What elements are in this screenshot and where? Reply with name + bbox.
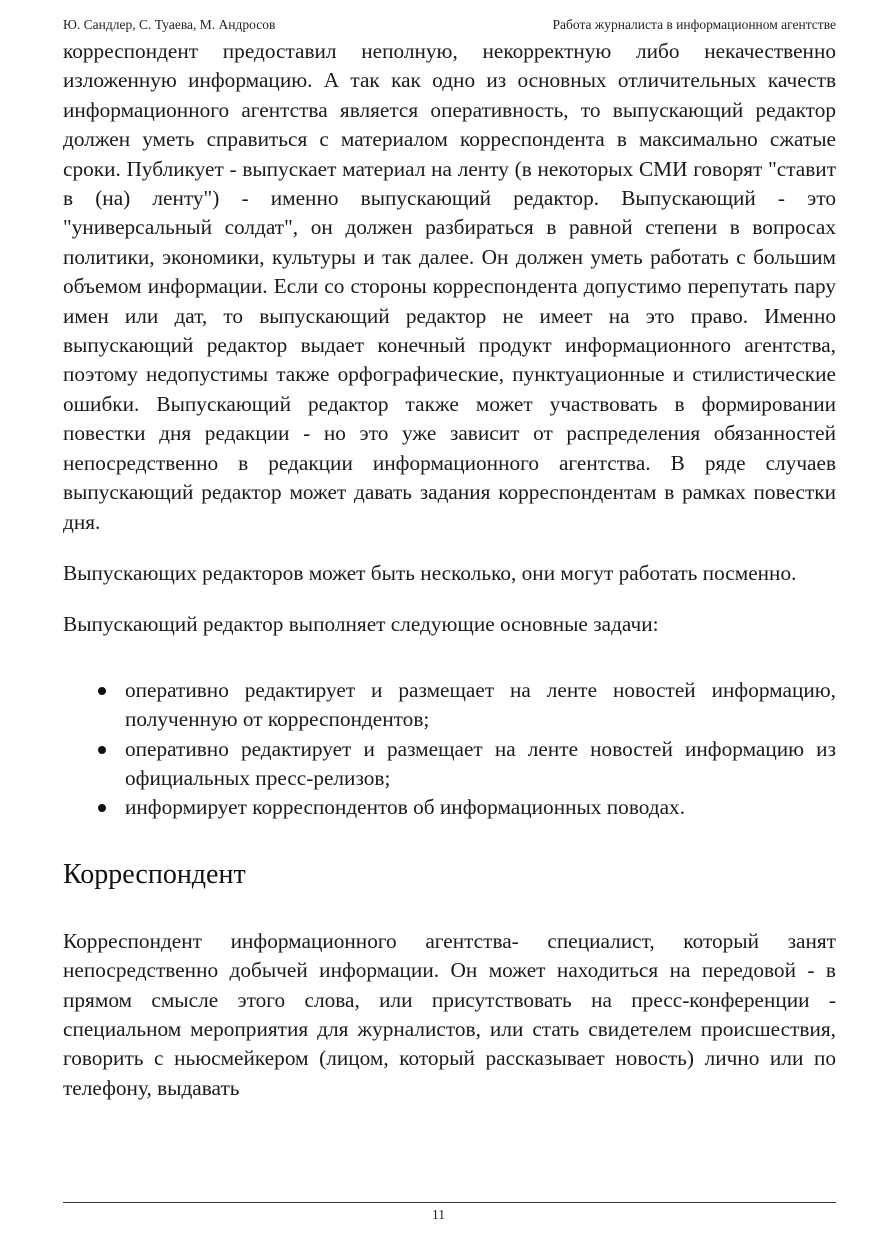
bullet-icon [98,746,106,754]
tasks-list [63,676,836,823]
footer-divider [63,1202,836,1203]
paragraph-several-editors: Выпускающих редакторов может быть несколько, они могут работать посменно. [63,560,797,585]
paragraph-correspondent: Корреспондент информационного агентства- специалист, который занят непосредственно добычей информации. Он может находиться на передовой - в прямом смысле этого слова, или присутствовать на пресс-конференции - специальном мероприятия для журналистов, или стать свидетелем происшествия, говорить с ньюсмейкером (лицом, который рассказывает новость) лично или по телефону, выдавать [63,928,836,1100]
page-number: 11 [432,1207,445,1222]
list-item [63,676,836,735]
list-item [63,735,836,794]
list-item-text: информирует корреспондентов об информационных поводах. [125,795,686,820]
list-item [63,793,836,822]
header-book-title: Работа журналиста в информационном агентстве [552,17,836,32]
paragraph-tasks-intro: Выпускающий редактор выполняет следующие основные задачи: [63,612,659,637]
bullet-icon [98,804,106,812]
running-header [63,16,836,34]
paragraph-continuation: корреспондент предоставил неполную, некорректную либо некачественно изложенную информацию. А так как одно из основных отличительных качеств информационного агентства является оперативность, то выпускающий редактор должен уметь справиться с материалом корреспондента в максимально сжатые сроки. Публикует - выпускает материал на ленту (в некоторых СМИ говорят "ставит в (на) ленту") - именно выпускающий редактор. Выпускающий - это "универсальный солдат", он должен разбираться в равной степени в вопросах политики, экономики, культуры и так далее. Он должен уметь работать с большим объемом информации. Если со стороны корреспондента допустимо перепутать пару имен или дат, то выпускающий редактор не имеет на это право. Именно выпускающий редактор выдает конечный продукт информационного агентства, поэтому недопустимы также орфографические, пунктуационные и стилистические ошибки. Выпускающий редактор также может участвовать в формировании повестки дня редакции - но это уже зависит от распределения обязанностей непосредственно в редакции информационного агентства. В ряде случаев выпускающий редактор может давать задания корреспондентам в рамках повестки дня. [63,39,836,534]
header-authors: Ю. Сандлер, С. Туаева, М. Андросов [63,17,276,32]
list-item-text: оперативно редактирует и размещает на ленте новостей информацию, полученную от корреспондентов; [125,677,836,732]
section-heading: Корреспондент [63,858,246,890]
list-item-text: оперативно редактирует и размещает на ленте новостей информацию из официальных пресс-релизов; [125,736,836,790]
bullet-icon [98,687,106,695]
page-body [63,37,836,1103]
